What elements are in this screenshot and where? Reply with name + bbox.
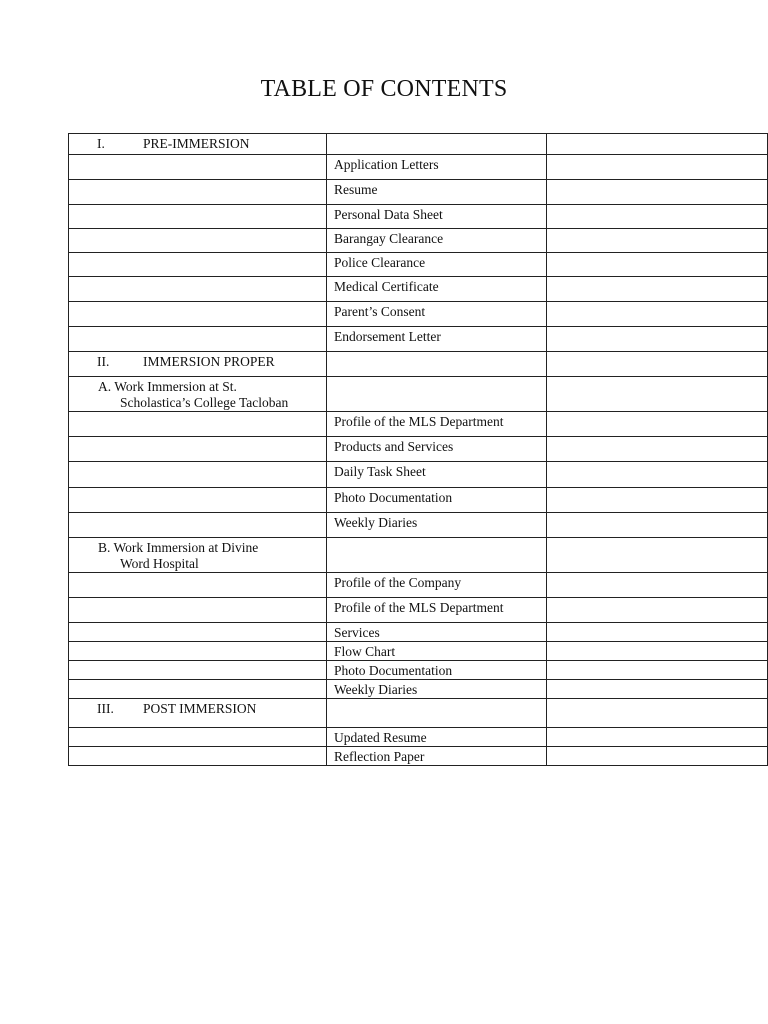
section-title: PRE-IMMERSION — [143, 136, 250, 151]
toc-item: Services — [327, 623, 547, 642]
subsection-title-line: Word Hospital — [120, 556, 199, 571]
page-cell — [547, 437, 768, 462]
table-row — [69, 598, 768, 623]
toc-item: Barangay Clearance — [327, 229, 547, 253]
page-title: TABLE OF CONTENTS — [260, 76, 508, 102]
empty-cell — [69, 680, 327, 699]
subsection-title-line: B. Work Immersion at Divine — [98, 540, 259, 555]
toc-item: Weekly Diaries — [327, 680, 547, 699]
table-row — [69, 352, 768, 377]
empty-cell — [69, 180, 327, 205]
table-row — [69, 180, 768, 205]
table-row — [69, 513, 768, 538]
page-cell — [547, 134, 768, 155]
section-number: II. — [97, 354, 110, 369]
toc-item: Profile of the MLS Department — [327, 598, 547, 623]
empty-cell — [69, 488, 327, 513]
table-row — [69, 302, 768, 327]
page-cell — [547, 205, 768, 229]
empty-cell — [69, 513, 327, 538]
table-row — [69, 747, 768, 766]
page-cell — [547, 229, 768, 253]
subsection-title-line: Scholastica’s College Tacloban — [120, 395, 289, 410]
table-row — [69, 229, 768, 253]
toc-item: Personal Data Sheet — [327, 205, 547, 229]
section-heading — [69, 134, 327, 155]
toc-item: Weekly Diaries — [327, 513, 547, 538]
section-heading — [69, 699, 327, 728]
table-row — [69, 327, 768, 352]
empty-cell — [69, 661, 327, 680]
empty-cell — [327, 352, 547, 377]
table-row — [69, 661, 768, 680]
table-row — [69, 728, 768, 747]
empty-cell — [327, 134, 547, 155]
page-cell — [547, 277, 768, 302]
page-cell — [547, 598, 768, 623]
subsection-title-line: A. Work Immersion at St. — [98, 379, 237, 394]
toc-item: Endorsement Letter — [327, 327, 547, 352]
empty-cell — [69, 229, 327, 253]
empty-cell — [69, 253, 327, 277]
empty-cell — [69, 728, 327, 747]
empty-cell — [69, 155, 327, 180]
toc-item: Medical Certificate — [327, 277, 547, 302]
page-cell — [547, 642, 768, 661]
page-cell — [547, 302, 768, 327]
section-number: III. — [97, 701, 114, 716]
table-row — [69, 623, 768, 642]
table-row — [69, 377, 768, 412]
subsection-heading — [69, 377, 327, 412]
table-row — [69, 155, 768, 180]
table-row — [69, 205, 768, 229]
page-cell — [547, 327, 768, 352]
page-cell — [547, 538, 768, 573]
table-row — [69, 462, 768, 488]
empty-cell — [69, 623, 327, 642]
empty-cell — [69, 302, 327, 327]
table-row — [69, 642, 768, 661]
toc-item: Resume — [327, 180, 547, 205]
page-cell — [547, 488, 768, 513]
table-row — [69, 573, 768, 598]
table-row — [69, 699, 768, 728]
empty-cell — [69, 747, 327, 766]
toc-item: Police Clearance — [327, 253, 547, 277]
page-cell — [547, 699, 768, 728]
page-cell — [547, 513, 768, 538]
toc-item: Photo Documentation — [327, 661, 547, 680]
page-cell — [547, 680, 768, 699]
section-title: IMMERSION PROPER — [143, 354, 275, 369]
toc-item: Photo Documentation — [327, 488, 547, 513]
page-cell — [547, 377, 768, 412]
page-cell — [547, 728, 768, 747]
page-cell — [547, 573, 768, 598]
toc-item: Updated Resume — [327, 728, 547, 747]
page-cell — [547, 180, 768, 205]
table-row — [69, 680, 768, 699]
page-cell — [547, 155, 768, 180]
page-cell — [547, 623, 768, 642]
table-row — [69, 134, 768, 155]
page-cell — [547, 412, 768, 437]
section-title: POST IMMERSION — [143, 701, 257, 716]
table-row — [69, 412, 768, 437]
empty-cell — [69, 573, 327, 598]
page-cell — [547, 352, 768, 377]
toc-item: Application Letters — [327, 155, 547, 180]
table-row — [69, 437, 768, 462]
toc-item: Profile of the Company — [327, 573, 547, 598]
table-row — [69, 538, 768, 573]
toc-item: Parent’s Consent — [327, 302, 547, 327]
page-cell — [547, 462, 768, 488]
empty-cell — [69, 205, 327, 229]
empty-cell — [327, 377, 547, 412]
empty-cell — [69, 598, 327, 623]
empty-cell — [327, 699, 547, 728]
section-heading — [69, 352, 327, 377]
section-number: I. — [97, 136, 105, 151]
toc-item: Reflection Paper — [327, 747, 547, 766]
empty-cell — [69, 277, 327, 302]
page-cell — [547, 661, 768, 680]
table-row — [69, 488, 768, 513]
subsection-heading — [69, 538, 327, 573]
empty-cell — [69, 642, 327, 661]
empty-cell — [69, 327, 327, 352]
empty-cell — [327, 538, 547, 573]
table-row — [69, 277, 768, 302]
page-cell — [547, 747, 768, 766]
toc-item: Products and Services — [327, 437, 547, 462]
empty-cell — [69, 437, 327, 462]
toc-item: Daily Task Sheet — [327, 462, 547, 488]
toc-item: Profile of the MLS Department — [327, 412, 547, 437]
toc-item: Flow Chart — [327, 642, 547, 661]
empty-cell — [69, 462, 327, 488]
empty-cell — [69, 412, 327, 437]
page-cell — [547, 253, 768, 277]
toc-table — [68, 133, 768, 766]
table-row — [69, 253, 768, 277]
